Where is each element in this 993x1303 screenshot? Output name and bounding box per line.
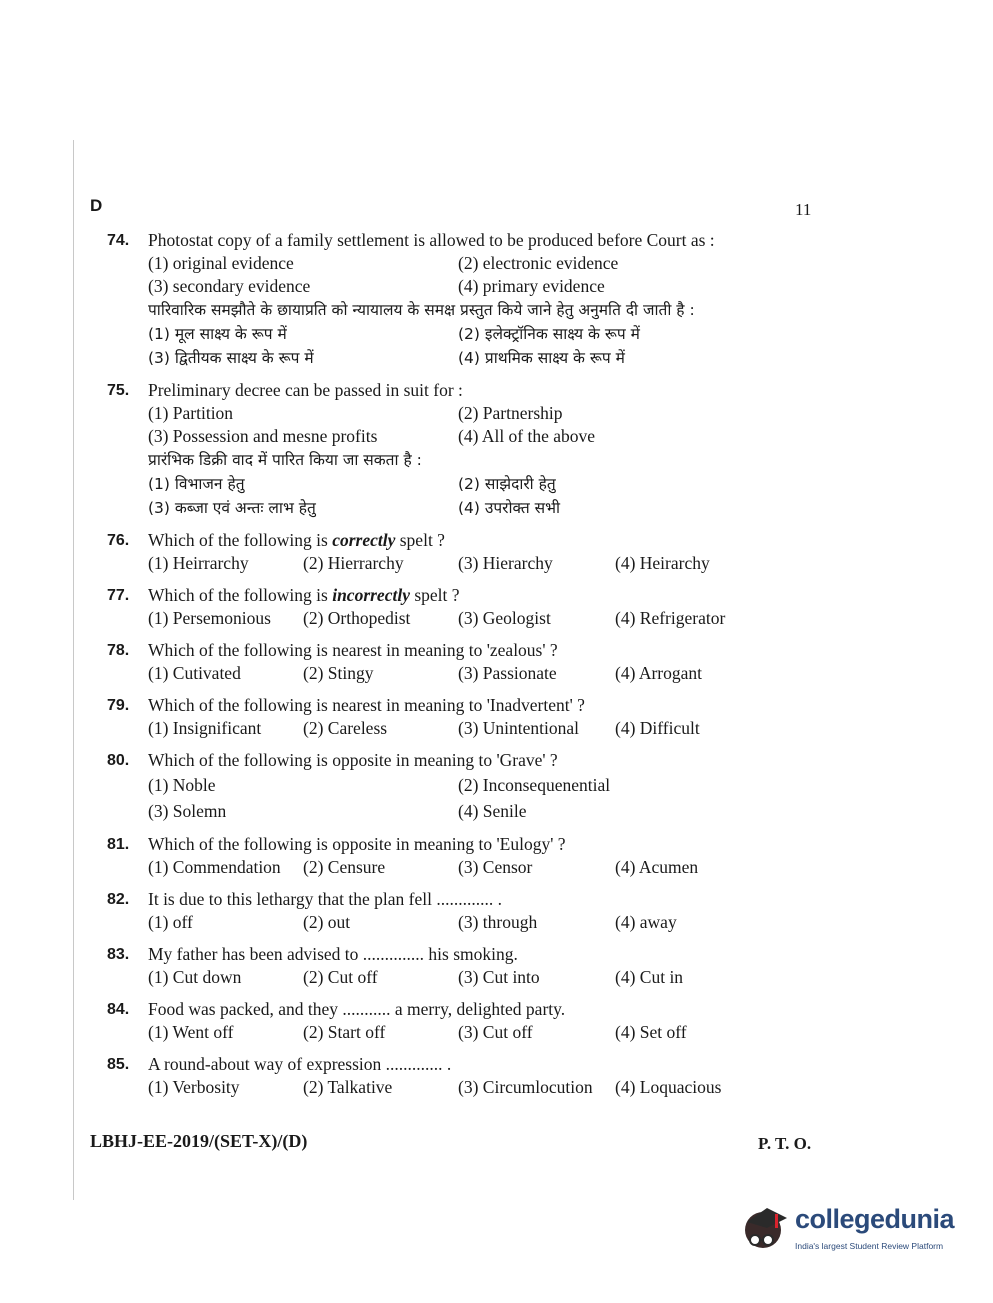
option-hindi: (4) उपरोक्त सभी [458,499,560,517]
option: (1) Verbosity [148,1077,240,1097]
option: (4) away [615,912,677,932]
question-text: Which of the following is opposite in meaning to 'Grave' ? [148,750,558,770]
option: (3) Unintentional [458,718,580,738]
options [148,911,820,934]
question-text: Which of the following is nearest in meaning to 'zealous' ? [148,640,558,660]
question-number: 83. [107,946,130,963]
option: (3) Hierarchy [458,553,553,573]
option-hindi: (1) मूल साक्ष्य के रूप में [148,325,287,343]
option: (4) Difficult [615,718,700,738]
option: (3) Cut into [458,967,540,987]
question-text: Which of the following is nearest in meaning to 'Inadvertent' ? [148,695,585,715]
options [148,402,820,448]
option: (4) Arrogant [615,663,702,683]
option: (2) out [303,912,351,932]
option: (2) Hierrarchy [303,553,404,573]
option: (2) Stingy [303,663,374,683]
options-hindi [148,472,820,520]
question-number: 74. [107,232,130,249]
question-text: Food was packed, and they ........... a merry, delighted party. [148,999,566,1019]
option: (4) Loquacious [615,1077,722,1097]
option: (2) Orthopedist [303,608,411,628]
page-turn-over: P. T. O. [758,1134,812,1153]
option: (1) Cutivated [148,663,241,683]
option: (3) Passionate [458,663,557,683]
question-number: 78. [107,642,130,659]
option: (3) Cut off [458,1022,533,1042]
option: (2) Start off [303,1022,386,1042]
option: (3) Censor [458,857,533,877]
mascot-icon [737,1200,793,1256]
emphasis-word: incorrectly [332,585,410,605]
question-text-end: spelt ? [395,530,445,550]
collegedunia-logo [735,1198,965,1258]
option: (1) Went off [148,1022,234,1042]
option: (4) primary evidence [458,276,605,296]
option: (2) Cut off [303,967,378,987]
question-74 [100,229,820,370]
question-text: Which of the following is opposite in meaning to 'Eulogy' ? [148,834,566,854]
option: (3) Circumlocution [458,1077,593,1097]
emphasis-word: correctly [332,530,396,550]
option: (4) Senile [458,801,527,821]
options [148,1076,820,1099]
option: (1) off [148,912,193,932]
option-hindi: (3) कब्जा एवं अन्तः लाभ हेतु [148,499,316,517]
option: (2) electronic evidence [458,253,619,273]
options [148,662,820,685]
question-number: 85. [107,1056,130,1073]
options [148,772,820,824]
question-81 [100,833,820,879]
options [148,252,820,298]
question-number: 84. [107,1001,130,1018]
option-hindi: (2) इलेक्ट्रॉनिक साक्ष्य के रूप में [458,325,640,343]
options-hindi [148,322,820,370]
option: (1) Persemonious [148,608,271,628]
options [148,607,820,630]
option: (1) Commendation [148,857,281,877]
question-list [100,229,820,1108]
option: (3) Solemn [148,801,227,821]
options [148,552,820,575]
question-text: A round-about way of expression ............. . [148,1054,452,1074]
question-text-start: Which of the following is [148,530,333,550]
option-hindi: (1) विभाजन हेतु [148,475,245,493]
question-number: 82. [107,891,130,908]
question-text: Preliminary decree can be passed in suit for : [148,380,463,400]
option-hindi: (3) द्वितीयक साक्ष्य के रूप में [148,349,314,367]
question-83 [100,943,820,989]
option: (2) Inconsequenential [458,775,611,795]
question-text [148,584,820,607]
option: (1) Heirrarchy [148,553,249,573]
question-75 [100,379,820,520]
page-margin-line [73,140,74,1200]
option: (3) Geologist [458,608,551,628]
options [148,856,820,879]
option: (4) All of the above [458,426,596,446]
options [148,1021,820,1044]
question-text: My father has been advised to .............. his smoking. [148,944,518,964]
question-text: Photostat copy of a family settlement is allowed to be produced before Court as : [148,230,715,250]
question-82 [100,888,820,934]
option: (4) Cut in [615,967,684,987]
option: (3) Possession and mesne profits [148,426,378,446]
option: (3) secondary evidence [148,276,311,296]
question-85 [100,1053,820,1099]
option: (2) Careless [303,718,388,738]
option: (2) Censure [303,857,386,877]
option: (1) Cut down [148,967,242,987]
question-79 [100,694,820,740]
question-84 [100,998,820,1044]
option: (4) Heirarchy [615,553,710,573]
option: (2) Partnership [458,403,563,423]
option: (1) Noble [148,775,216,795]
question-number: 75. [107,382,130,399]
option: (3) through [458,912,538,932]
options [148,966,820,989]
question-text-start: Which of the following is [148,585,333,605]
brand-tagline: India's largest Student Review Platform [795,1241,944,1251]
question-number: 77. [107,587,130,604]
question-text [148,529,820,552]
question-text-end: spelt ? [409,585,460,605]
option: (4) Set off [615,1022,687,1042]
set-code: D [90,196,103,215]
question-text-hindi: पारिवारिक समझौते के छायाप्रति को न्यायालय के समक्ष प्रस्तुत किये जाने हेतु अनुमति दी जाती है : [148,301,695,319]
option: (2) Talkative [303,1077,393,1097]
question-text: It is due to this lethargy that the plan fell ............. . [148,889,502,909]
brand-name: collegedunia [795,1204,955,1234]
page-number: 11 [795,200,812,219]
question-number: 81. [107,836,130,853]
paper-code: LBHJ-EE-2019/(SET-X)/(D) [90,1131,308,1151]
question-number: 76. [107,532,130,549]
option: (4) Refrigerator [615,608,726,628]
question-78 [100,639,820,685]
option: (1) Partition [148,403,234,423]
question-80 [100,749,820,824]
option-hindi: (4) प्राथमिक साक्ष्य के रूप में [458,349,625,367]
option: (1) Insignificant [148,718,262,738]
question-76 [100,529,820,575]
options [148,717,820,740]
question-text-hindi: प्रारंभिक डिक्री वाद में पारित किया जा सकता है : [148,451,422,469]
option-hindi: (2) साझेदारी हेतु [458,475,556,493]
question-77 [100,584,820,630]
option: (1) original evidence [148,253,294,273]
question-number: 80. [107,752,130,769]
question-number: 79. [107,697,130,714]
option: (4) Acumen [615,857,699,877]
